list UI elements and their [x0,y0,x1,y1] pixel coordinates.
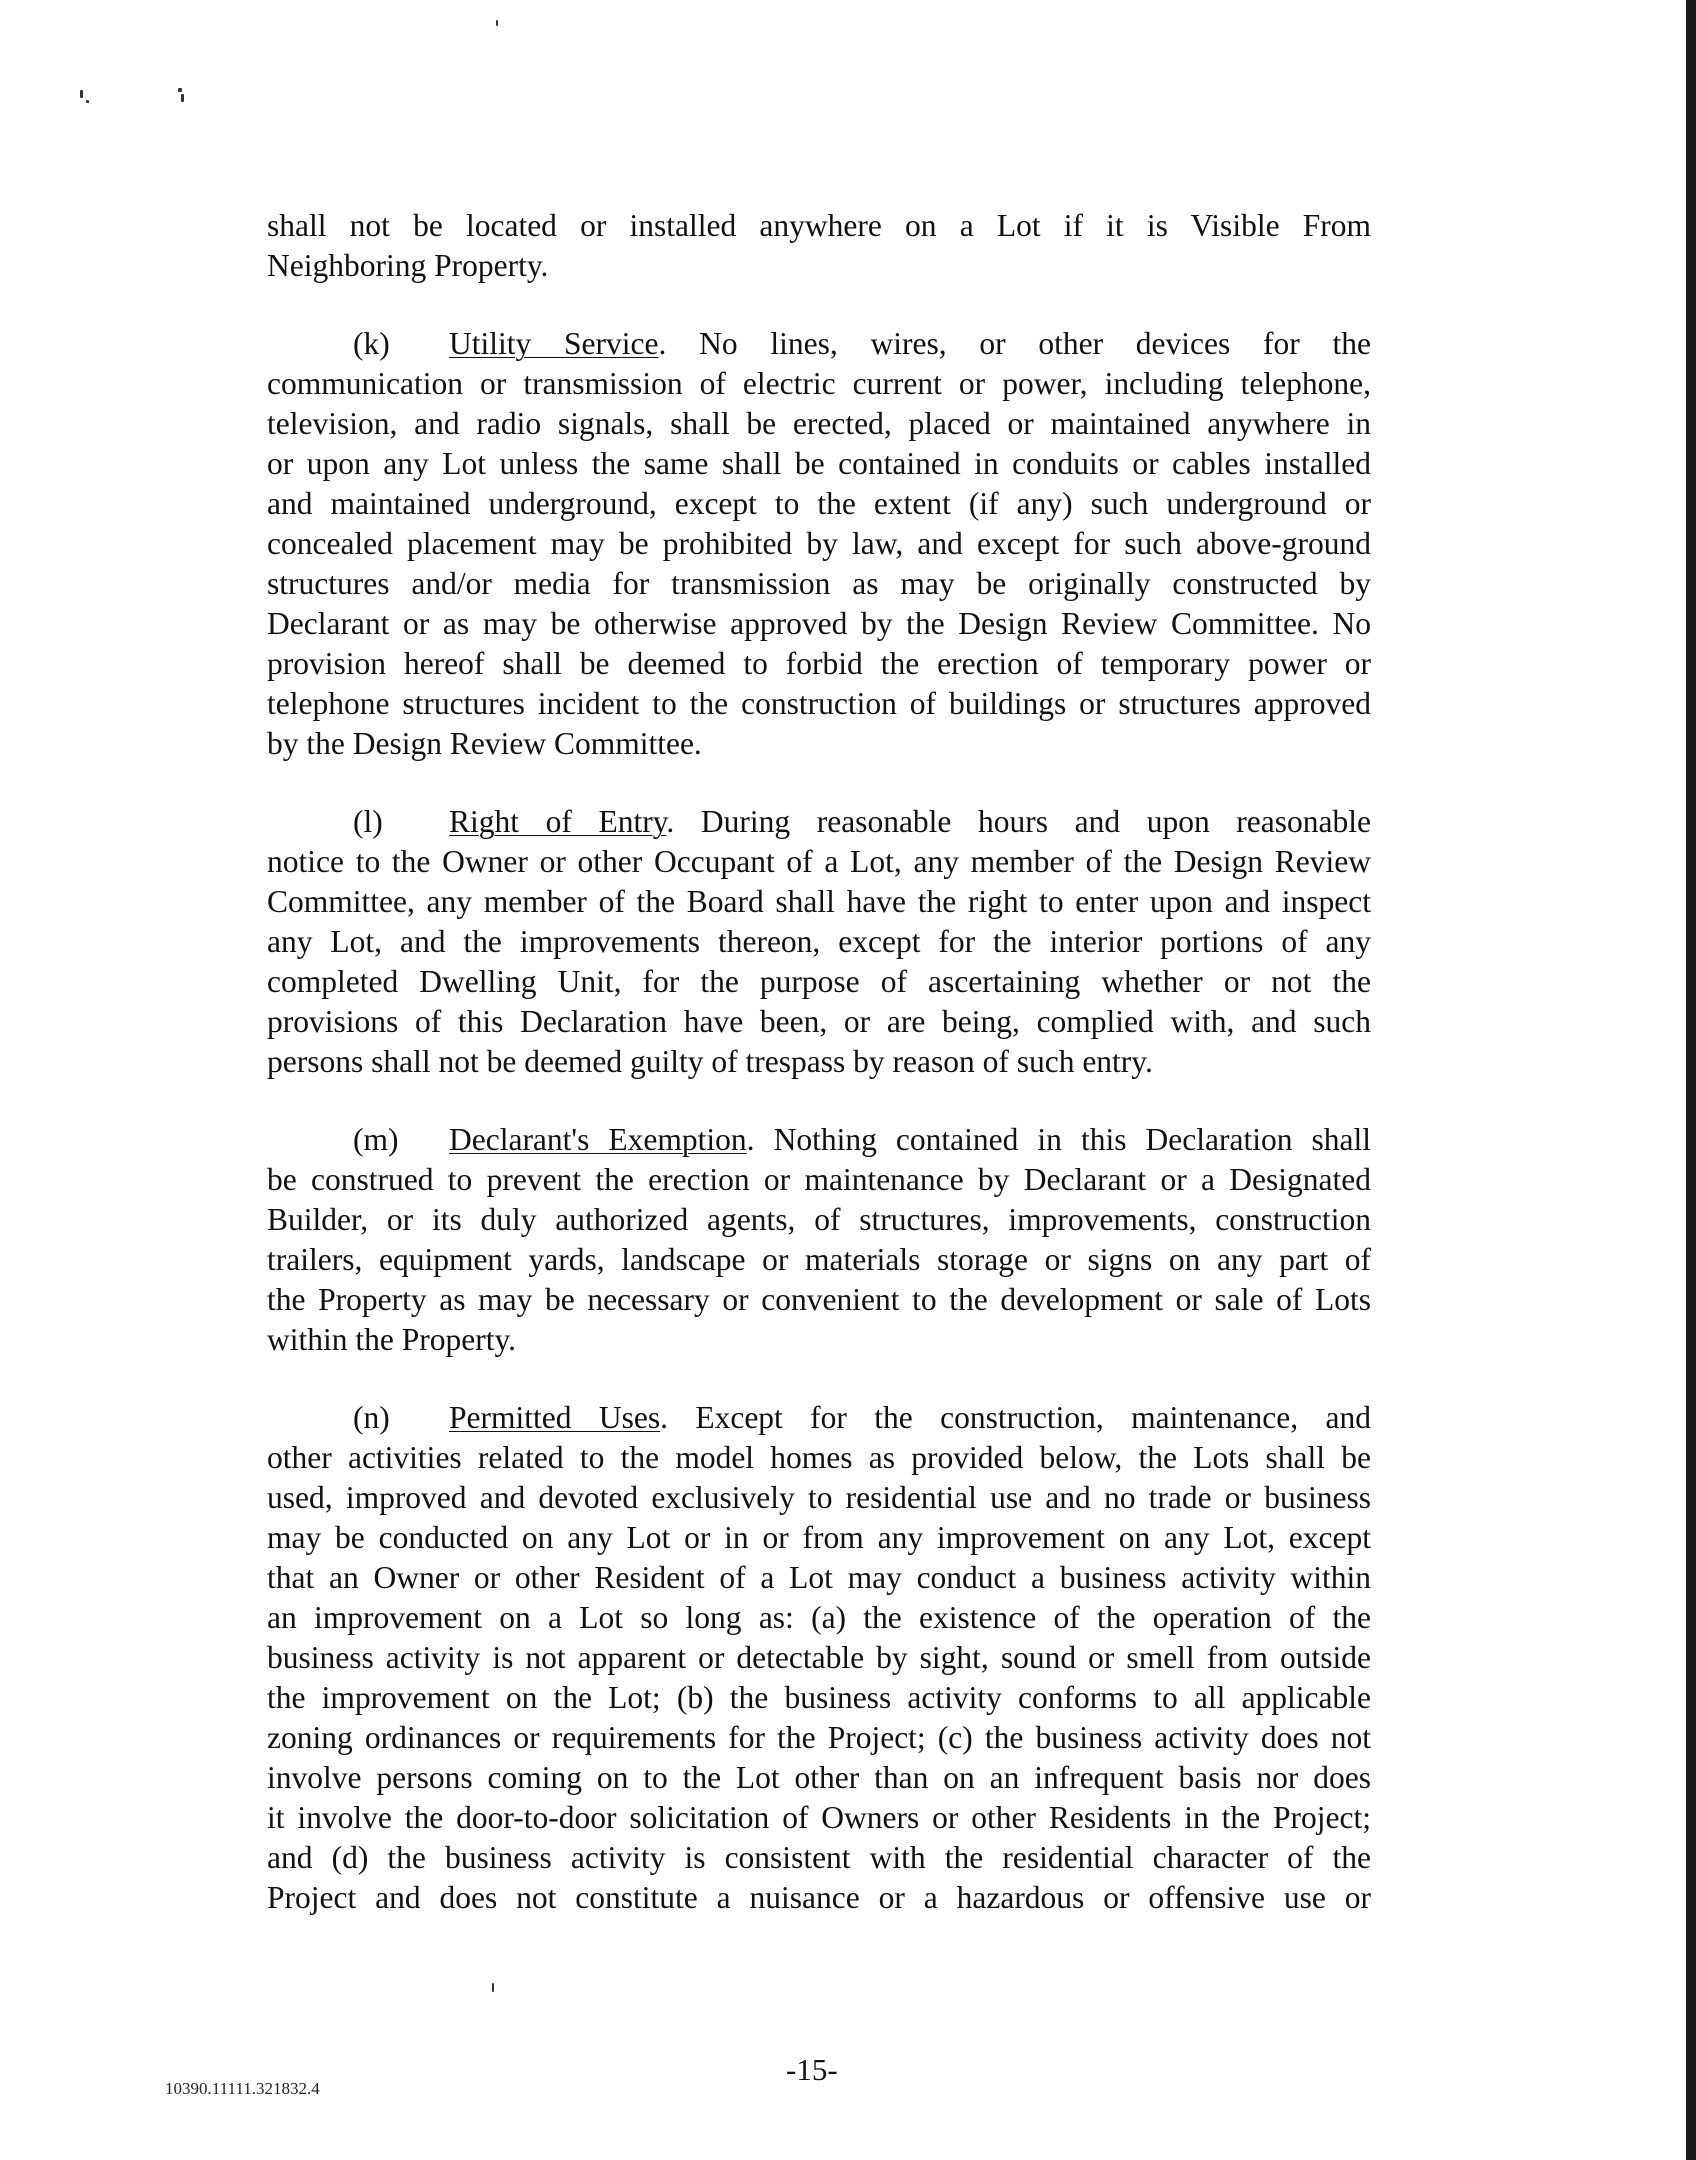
text-line: Neighboring Property. [267,248,549,283]
text-line: the Property as may be necessary or convenient to the development or sale of Lots [267,1282,1371,1317]
text-line: Declarant or as may be otherwise approved by the Design Review Committee. No [267,606,1371,641]
section-first-line: . No lines, wires, or other devices for the [658,326,1371,361]
text-line: be construed to prevent the erection or maintenance by Declarant or a Designated [267,1162,1371,1197]
section-k [267,324,1371,764]
section-first-line: . Except for the construction, maintenance, and [660,1400,1371,1435]
scan-speck [181,94,184,102]
text-line: and (d) the business activity is consistent with the residential character of the [267,1840,1371,1875]
text-line: structures and/or media for transmission as may be originally constructed by [267,566,1371,601]
text-line: zoning ordinances or requirements for the Project; (c) the business activity does not [267,1720,1371,1755]
section-heading-line [267,802,1371,842]
section-title: Permitted Uses [449,1400,661,1435]
section-label: (k) [353,326,390,361]
text-line: that an Owner or other Resident of a Lot may conduct a business activity within [267,1560,1371,1595]
text-line: and maintained underground, except to the extent (if any) such underground or [267,486,1371,521]
section-title: Utility Service [449,326,659,361]
continuation-paragraph [267,206,1371,286]
section-heading-line [267,324,1371,364]
text-line: used, improved and devoted exclusively to residential use and no trade or business [267,1480,1371,1515]
section-label: (l) [353,804,383,839]
section-title: Declarant's Exemption [449,1122,747,1157]
scan-page-edge [1686,0,1696,2160]
scan-speck [86,100,89,103]
text-line: concealed placement may be prohibited by law, and except for such above-ground [267,526,1371,561]
section-n [267,1398,1371,1918]
text-line: trailers, equipment yards, landscape or materials storage or signs on any part of [267,1242,1371,1277]
scan-speck [178,88,182,92]
section-first-line: . During reasonable hours and upon reasonable [666,804,1371,839]
text-line: the improvement on the Lot; (b) the business activity conforms to all applicable [267,1680,1371,1715]
text-line: or upon any Lot unless the same shall be contained in conduits or cables installed [267,446,1371,481]
text-line: business activity is not apparent or detectable by sight, sound or smell from outside [267,1640,1371,1675]
section-heading-line [267,1398,1371,1438]
text-line: completed Dwelling Unit, for the purpose of ascertaining whether or not the [267,964,1371,999]
page-number: -15- [786,2052,838,2087]
text-line: telephone structures incident to the construction of buildings or structures approved [267,686,1371,721]
section-title: Right of Entry [449,804,667,839]
text-line: within the Property. [267,1322,517,1357]
document-body [267,206,1371,1918]
text-line: television, and radio signals, shall be erected, placed or maintained anywhere in [267,406,1371,441]
text-line: notice to the Owner or other Occupant of a Lot, any member of the Design Review [267,844,1371,879]
text-line: any Lot, and the improvements thereon, except for the interior portions of any [267,924,1371,959]
section-l [267,802,1371,1082]
text-line: may be conducted on any Lot or in or from any improvement on any Lot, except [267,1520,1371,1555]
text-line: Committee, any member of the Board shall have the right to enter upon and inspect [267,884,1371,919]
text-line: provision hereof shall be deemed to forbid the erection of temporary power or [267,646,1371,681]
text-line: other activities related to the model homes as provided below, the Lots shall be [267,1440,1371,1475]
text-line: shall not be located or installed anywhere on a Lot if it is Visible From [267,208,1371,243]
section-label: (m) [353,1122,399,1157]
document-id: 10390.11111.321832.4 [165,2079,320,2098]
section-heading-line [267,1120,1371,1160]
text-line: it involve the door-to-door solicitation of Owners or other Residents in the Project; [267,1800,1371,1835]
text-line: provisions of this Declaration have been, or are being, complied with, and such [267,1004,1371,1039]
section-label: (n) [353,1400,390,1435]
text-line: communication or transmission of electric current or power, including telephone, [267,366,1371,401]
scan-speck [80,90,83,98]
text-line: Project and does not constitute a nuisance or a hazardous or offensive use or [267,1880,1371,1915]
text-line: persons shall not be deemed guilty of trespass by reason of such entry. [267,1044,1153,1079]
scan-speck [496,20,498,26]
section-m [267,1120,1371,1360]
text-line: an improvement on a Lot so long as: (a) the existence of the operation of the [267,1600,1371,1635]
scan-speck [492,1983,494,1992]
text-line: involve persons coming on to the Lot other than on an infrequent basis nor does [267,1760,1371,1795]
text-line: Builder, or its duly authorized agents, of structures, improvements, construction [267,1202,1371,1237]
section-first-line: . Nothing contained in this Declaration shall [746,1122,1372,1157]
text-line: by the Design Review Committee. [267,726,702,761]
